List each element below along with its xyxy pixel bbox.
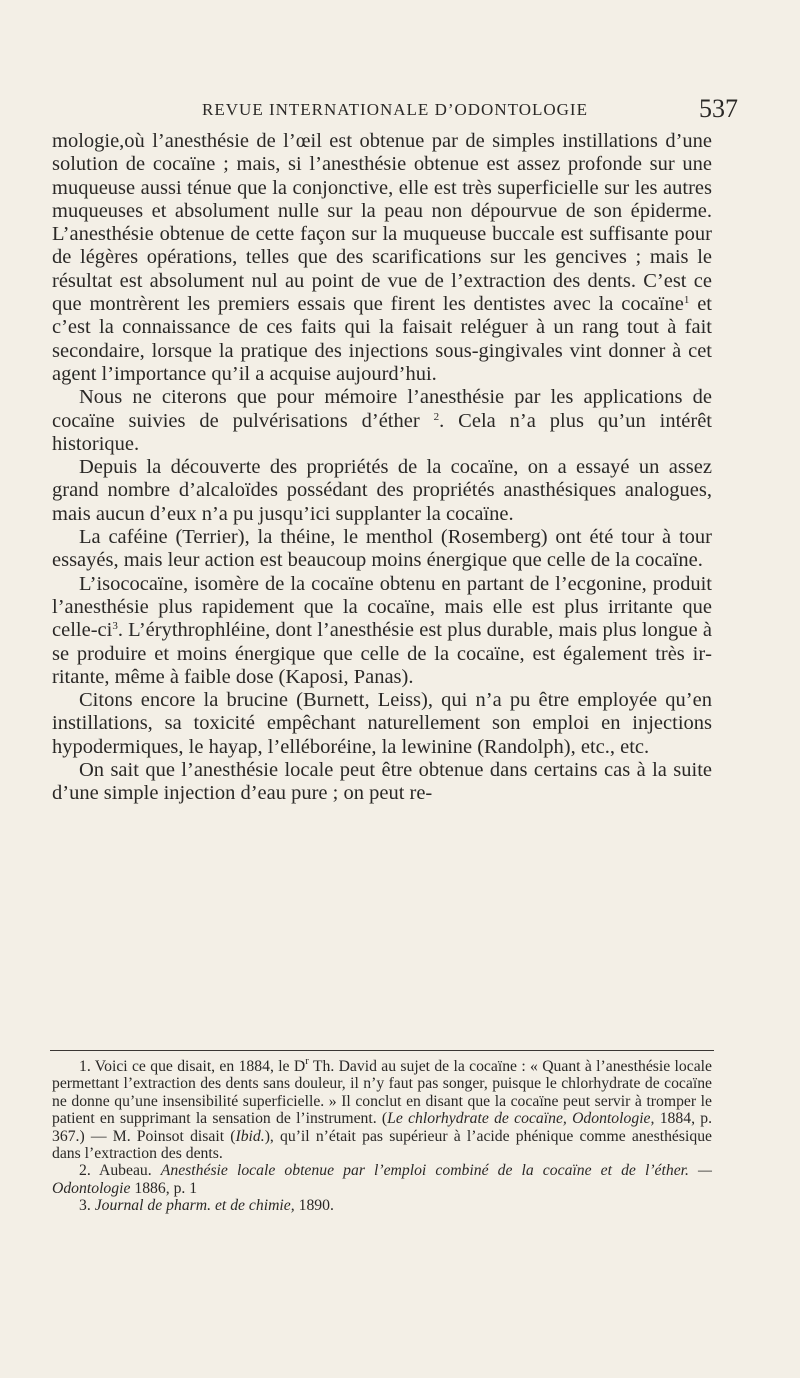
footnote-2-b: 1886, p. 1 [130,1179,198,1197]
footnotes [52,1055,713,1215]
footnote-1-sup: r [305,1055,309,1067]
footnote-3 [52,1197,712,1214]
paragraph-1-text: mologie,où l’anesthésie de l’œil est obtenue par de simples instillations d’une solution de cocaïne ; mais, si l’anesthésie obtenue est assez profonde sur une muqueuse aussi ténue que la conjonctive, elle est très superficielle sur les autres muqueuses et absolument nulle sur la peau non dépourvue de son épiderme. L’anesthésie obtenue de cette façon sur la muqueuse buccale est suffisante pour de légères opérations, telles que des scarifications sur les gencives ; mais le résultat est absolument nul au point de vue de l’extraction des dents. C’est ce que montrèrent les premiers essais que firent les dentistes avec la cocaïne [52,130,712,316]
paragraph-3: Depuis la découverte des propriétés de la cocaïne, on a essayé un assez grand nombre d’alcaloïdes possédant des propriétés anasthésiques analogues, mais aucun d’eux n’a pu jusqu’ici supplanter la cocaïne. [52,456,712,525]
running-head [52,94,738,126]
footnote-1-italic-1: Le chlorhydrate de cocaïne, Odontologie, [387,1110,655,1128]
footnote-3-a: 3. [79,1197,95,1215]
paragraph-7: On sait que l’anesthésie locale peut être obtenue dans certains cas à la suite d’une simple injection d’eau pure ; on peut re- [52,759,712,805]
paragraph-6: Citons encore la brucine (Burnett, Leiss), qui n’a pu être employée qu’en instillations, sa toxicité empêchant naturellement son emploi en injections hypodermiques, le hayap, l’elléboréine, la lewinine (Randolph), etc., etc. [52,689,712,758]
body-text [52,130,712,806]
paragraph-5 [52,573,712,689]
footnote-1-italic-2: Ibid. [235,1127,265,1145]
paragraph-5-tail: . L’érythrophléine, dont l’anesthésie est plus durable, mais plus longue à se produire et moins énergique que celle de la cocaïne, est également très irritante, même à faible dose (Kaposi, Panas). [52,619,712,688]
paragraph-5-text: L’isococaïne, isomère de la cocaïne obtenu en partant de l’ecgonine, produit l’anesthésie plus rapidement que la cocaïne, mais elle est plus irritante que celle-ci [52,572,712,642]
footnote-ref-1: 1 [683,294,690,307]
footnote-1-c: 1884, p. 367.) — M. Poinsot disait ( [52,1110,713,1145]
paragraph-2-text: Nous ne citerons que pour mémoire l’anesthésie par les applications de cocaïne suivies de pulvérisations d’éther [52,386,712,432]
footnote-ref-2: 2 [433,410,440,423]
footnote-1-a: 1. Voici ce que disait, en 1884, le D [79,1058,306,1075]
footnote-2-a: 2. Aubeau. [79,1162,161,1180]
footnote-rule [50,1050,714,1051]
footnote-2 [52,1162,712,1197]
paragraph-2 [52,386,712,456]
paragraph-1-tail: et c’est la connaissance de ces faits qui la faisait reléguer à un rang tout à fait secondaire, lorsque la pratique des injections sous-gingivales vint donner à cet agent l’importance qu’il a acquise aujourd’hui. [52,293,713,385]
footnote-1 [52,1055,713,1163]
paragraph-1 [52,130,712,386]
paragraph-2-tail: . Cela n’a plus qu’un intérêt historique. [52,409,712,455]
journal-title: REVUE INTERNATIONALE D’ODONTOLOGIE [202,100,588,119]
footnote-1-b: Th. David au sujet de la cocaïne : « Quant à l’anesthésie locale permettant l’extraction des dents sans douleur, il n’y faut pas songer, puisque le chlorhydrate de cocaïne ne donne qu’une insensibilité superficielle. » Il conclut en disant que la cocaïne peut servir à tromper le patient en supprimant la sensation de l’instrument. ( [52,1058,712,1128]
paragraph-4: La caféine (Terrier), la théine, le menthol (Rosemberg) ont été tour à tour essayés, mais leur action est beaucoup moins énergique que celle de la cocaïne. [52,526,712,572]
footnote-2-italic: Anesthésie locale obtenue par l’emploi combiné de la cocaïne et de l’éther. — Odontologie [52,1162,713,1197]
footnote-3-b: 1890. [294,1197,334,1215]
footnote-1-d: ), qu’il n’était pas supérieur à l’acide phénique comme anesthésique dans l’extraction des dents. [52,1127,712,1163]
footnote-3-italic: Journal de pharm. et de chimie, [94,1197,295,1215]
page-number: 537 [699,94,738,123]
footnote-ref-3: 3 [112,620,118,633]
